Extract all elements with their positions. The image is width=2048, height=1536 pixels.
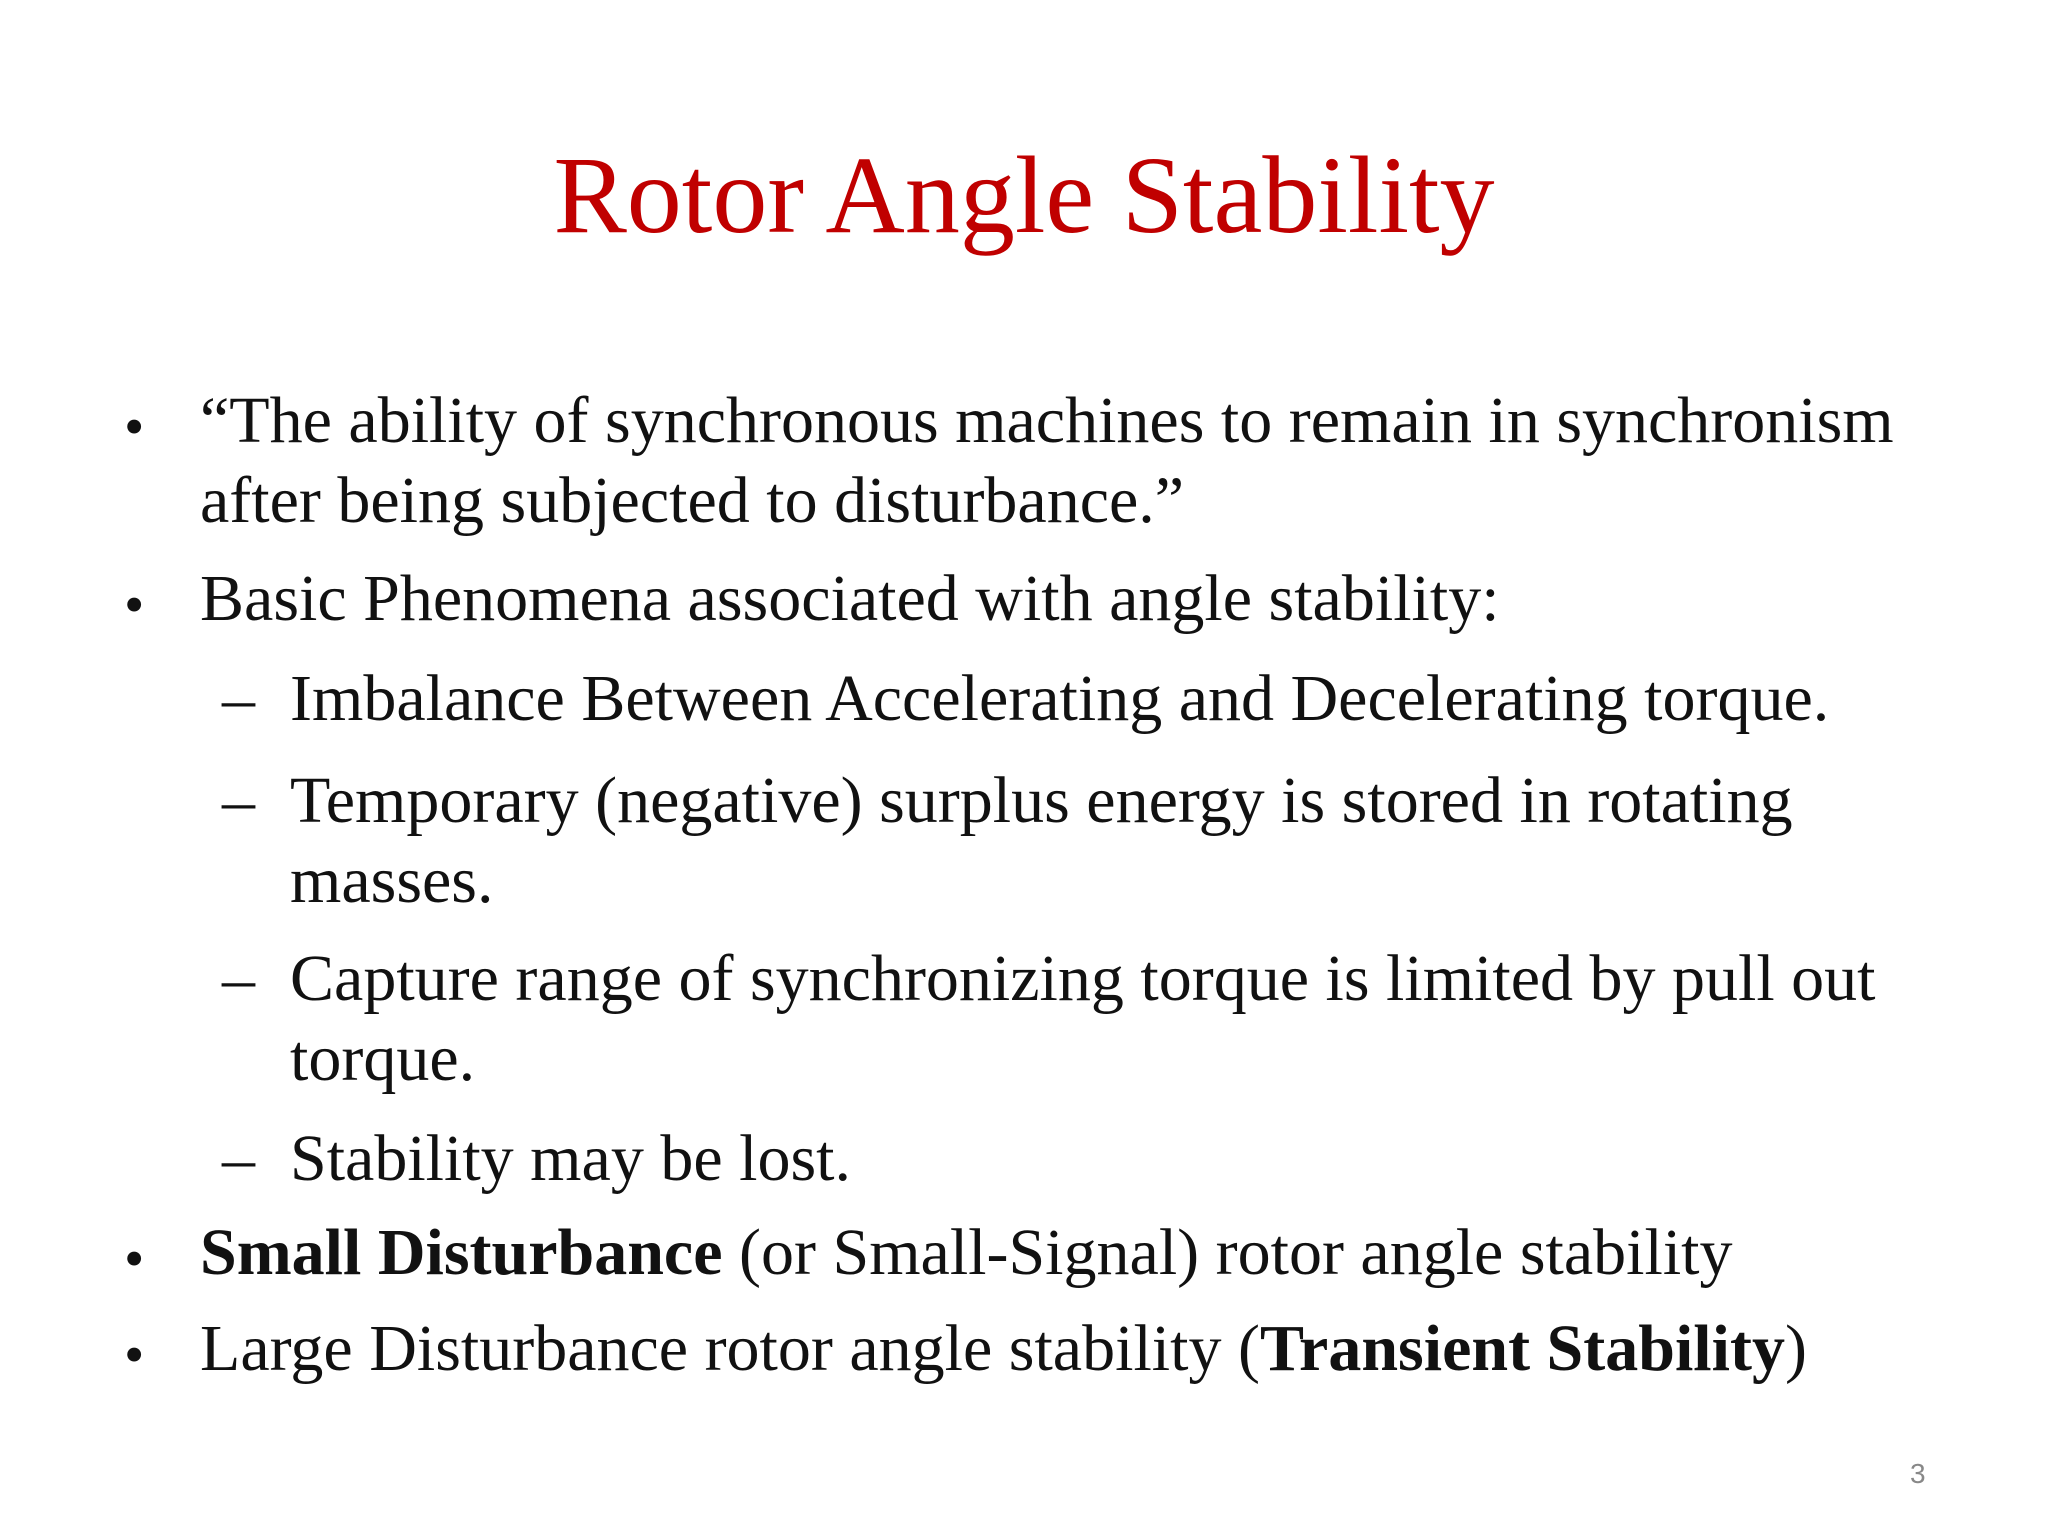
bullet-marker: • [124, 394, 145, 459]
bullet-3-line [200, 1216, 1733, 1289]
page-number: 3 [1910, 1458, 1926, 1489]
bullet-1-line-2: after being subjected to disturbance.” [200, 464, 1185, 537]
sub-bullet-1-line-1: Imbalance Between Accelerating and Decelerating torque. [290, 662, 1830, 735]
dash-marker: – [222, 764, 255, 837]
bullet-4-line [200, 1312, 1807, 1385]
bullet-3-bold: Small Disturbance [200, 1216, 723, 1289]
dash-marker: – [222, 1122, 255, 1195]
bullet-marker: • [124, 572, 145, 637]
bullet-4-bold: Transient Stability [1259, 1312, 1785, 1385]
bullet-1-line-1: “The ability of synchronous machines to remain in synchronism [200, 384, 1894, 457]
sub-bullet-2-line-1: Temporary (negative) surplus energy is stored in rotating [290, 764, 1793, 837]
sub-bullet-2-line-2: masses. [290, 844, 494, 917]
bullet-marker: • [124, 1226, 145, 1291]
bullet-2-line-1: Basic Phenomena associated with angle stability: [200, 562, 1500, 635]
sub-bullet-4-line-1: Stability may be lost. [290, 1122, 851, 1195]
sub-bullet-3-line-1: Capture range of synchronizing torque is limited by pull out [290, 942, 1876, 1015]
bullet-4-post: ) [1784, 1312, 1807, 1385]
slide-title: Rotor Angle Stability [553, 134, 1495, 256]
dash-marker: – [222, 662, 255, 735]
sub-bullet-3-line-2: torque. [290, 1022, 476, 1095]
dash-marker: – [222, 942, 255, 1015]
bullet-marker: • [124, 1322, 145, 1387]
bullet-3-rest: (or Small-Signal) rotor angle stability [722, 1216, 1733, 1289]
bullet-4-pre: Large Disturbance rotor angle stability ( [200, 1312, 1260, 1385]
